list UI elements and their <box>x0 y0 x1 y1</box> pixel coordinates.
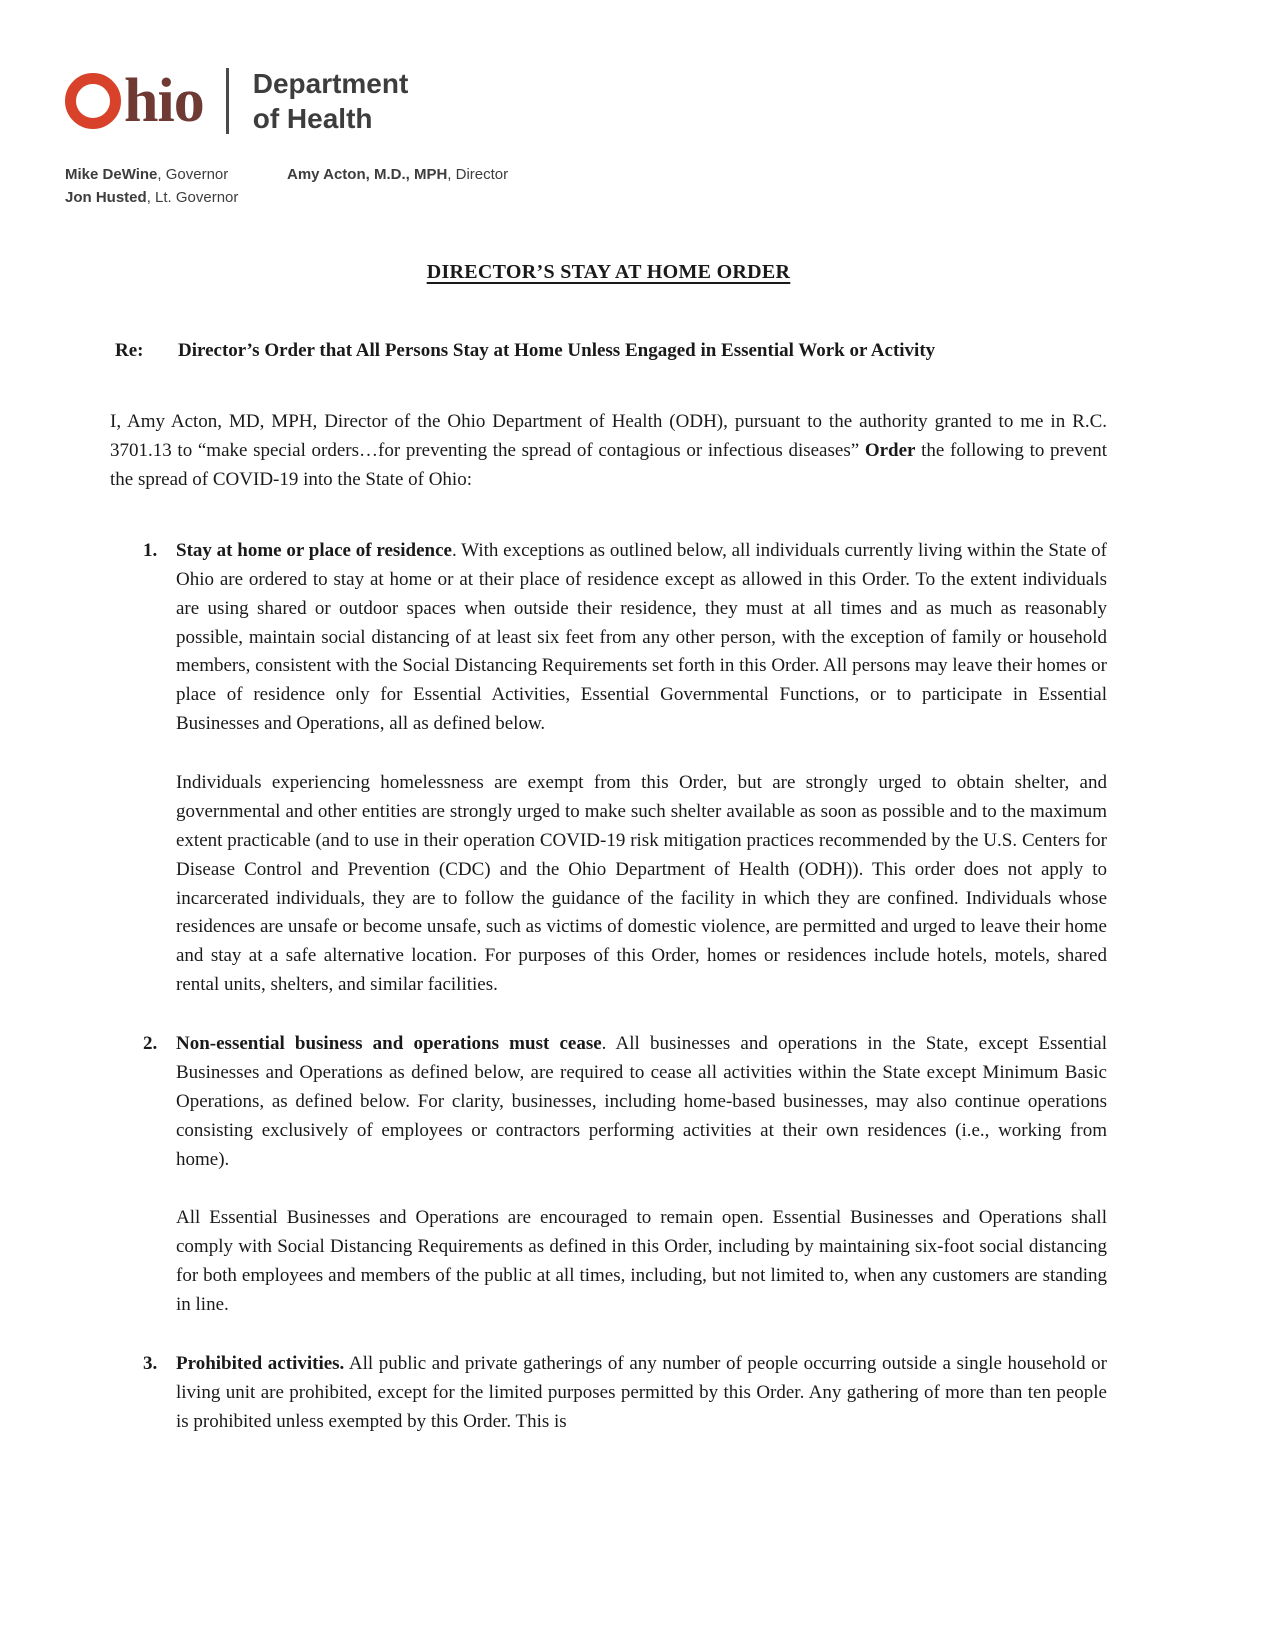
order-item-1 <box>143 537 1107 1000</box>
item-2-text: . All businesses and operations in the State, except Essential Businesses and Operations as defined below, are required to cease all activities within the State except Minimum Basic Operations, as defined below. For clarity, businesses, including home-based businesses, may also continue operations consisting exclusively of employees or contractors performing activities at their own residences (i.e., working from home). <box>176 1033 1107 1170</box>
director-title: , Director <box>447 166 509 183</box>
item-3-body <box>176 1350 1107 1437</box>
intro-text-pre: I, Amy Acton, MD, MPH, Director of the Ohio Department of Health (ODH), pursuant to the authority granted to me in R.C. 3701.13 to “make special orders…for preventing the spread of contagious or infectious diseases” <box>110 411 1107 462</box>
item-3-number: 3. <box>143 1352 158 1374</box>
re-block <box>115 337 1107 366</box>
officials-right <box>287 164 508 209</box>
letterhead <box>0 66 1265 209</box>
re-label: Re: <box>115 340 144 362</box>
director-name: Amy Acton, M.D., MPH <box>287 166 448 183</box>
item-1-text: . With exceptions as outlined below, all individuals currently living within the State of Ohio are ordered to stay at home or at their place of residence except as allowed in this Order. To the extent individuals are using shared or outdoor spaces when outside their residence, they must at all times and as much as reasonably possible, maintain social distancing of at least six feet from any other person, with the exception of family or household members, consistent with the Social Distancing Requirements set forth in this Order. All persons may leave their homes or place of residence only for Essential Activities, Essential Governmental Functions, or to participate in Essential Businesses and Operations, all as defined below. <box>176 539 1107 735</box>
officials-row <box>65 164 1200 209</box>
document-title: DIRECTOR’S STAY AT HOME ORDER <box>426 261 791 283</box>
item-1-lead: Stay at home or place of residence <box>176 539 452 561</box>
intro-bold-order: Order <box>864 440 916 462</box>
governor-line <box>65 164 287 187</box>
department-line2: of Health <box>252 103 373 134</box>
ohio-logo-text: hio <box>124 67 204 135</box>
letterhead-top <box>65 66 1200 136</box>
item-3-lead: Prohibited activities. <box>176 1352 345 1374</box>
governor-name: Mike DeWine <box>65 166 158 183</box>
governor-title: , Governor <box>157 166 229 183</box>
item-2-paragraph-1 <box>176 1030 1107 1174</box>
intro-paragraph <box>110 408 1107 495</box>
item-2-lead: Non-essential business and operations must cease <box>176 1033 602 1055</box>
item-3-text: All public and private gatherings of any number of people occurring outside a single household or living unit are prohibited, except for the limited purposes permitted by this Order. Any gathering of more than ten people is prohibited unless exempted by this Order. This is <box>176 1352 1107 1432</box>
officials-left <box>65 164 287 209</box>
department-name <box>229 66 409 136</box>
item-3-paragraph-1 <box>176 1350 1107 1437</box>
lt-governor-title: , Lt. Governor <box>146 188 239 206</box>
ohio-logo-o-ring-icon <box>65 73 121 129</box>
order-item-3 <box>143 1350 1107 1437</box>
re-text: Director’s Order that All Persons Stay at Home Unless Engaged in Essential Work or Activity <box>178 340 936 362</box>
director-line <box>287 164 508 187</box>
ohio-logo <box>65 66 226 136</box>
document-content <box>0 257 1265 1437</box>
order-list <box>143 537 1107 1437</box>
intro-text-post: the following to prevent the spread of COVID-19 into the State of Ohio: <box>110 440 1107 491</box>
item-2-number: 2. <box>143 1033 158 1055</box>
item-2-paragraph-2: All Essential Businesses and Operations are encouraged to remain open. Essential Businesses and Operations shall comply with Social Distancing Requirements as defined in this Order, including by maintaining six-foot social distancing for both employees and members of the public at all times, including, but not limited to, when any customers are standing in line. <box>176 1207 1107 1316</box>
lt-governor-line <box>65 187 287 210</box>
department-line1: Department <box>252 68 409 99</box>
item-1-number: 1. <box>143 539 158 561</box>
item-2-body <box>176 1030 1107 1320</box>
lt-governor-name: Jon Husted <box>65 188 147 206</box>
item-1-paragraph-1 <box>176 537 1107 739</box>
item-1-paragraph-2: Individuals experiencing homelessness are exempt from this Order, but are strongly urged to obtain shelter, and governmental and other entities are strongly urged to make such shelter available as soon as possible and to the maximum extent practicable (and to use in their operation COVID-19 risk mitigation practices recommended by the U.S. Centers for Disease Control and Prevention (CDC) and the Ohio Department of Health (ODH)). This order does not apply to incarcerated individuals, they are to follow the guidance of the facility in which they are confined. Individuals whose residences are unsafe or become unsafe, such as victims of domestic violence, are permitted and urged to leave their home and stay at a safe alternative location. For purposes of this Order, homes or residences include hotels, motels, shared rental units, shelters, and similar facilities. <box>176 772 1107 996</box>
item-1-body <box>176 537 1107 1000</box>
order-item-2 <box>143 1030 1107 1320</box>
